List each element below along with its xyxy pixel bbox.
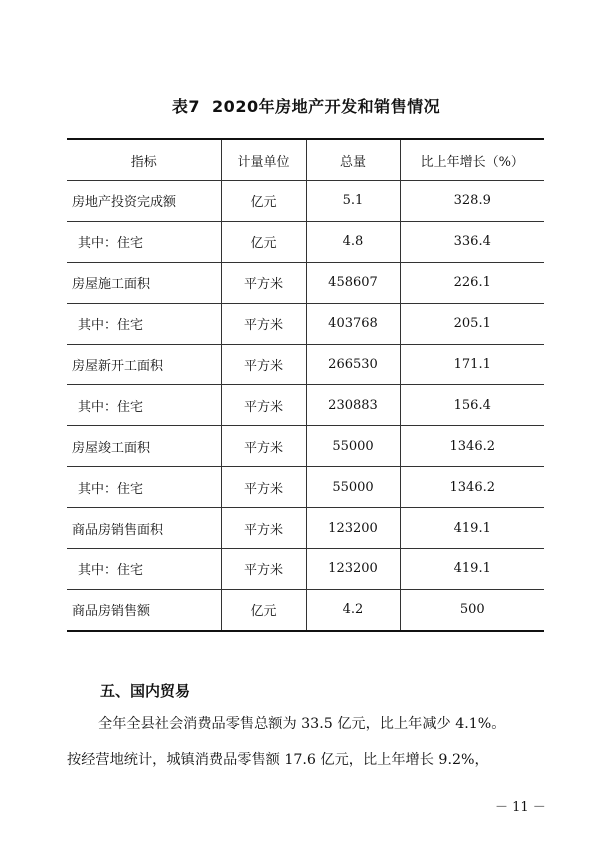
total-cell: 458607	[306, 262, 400, 303]
total-cell: 403768	[306, 303, 400, 344]
growth-cell: 205.1	[400, 303, 544, 344]
growth-cell: 1346.2	[400, 426, 544, 467]
real-estate-table	[67, 138, 544, 632]
indicator-cell: 其中：住宅	[67, 467, 221, 508]
total-cell: 230883	[306, 385, 400, 426]
total-cell: 4.8	[306, 221, 400, 262]
unit-cell: 平方米	[221, 508, 306, 549]
total-cell: 123200	[306, 508, 400, 549]
indicator-cell: 商品房销售面积	[67, 508, 221, 549]
growth-cell: 226.1	[400, 262, 544, 303]
table-row	[67, 303, 544, 344]
indicator-cell: 其中：住宅	[67, 303, 221, 344]
total-cell: 4.2	[306, 589, 400, 630]
total-cell: 55000	[306, 467, 400, 508]
unit-cell: 亿元	[221, 589, 306, 630]
paragraph-line-2: 按经营地统计，城镇消费品零售额 17.6 亿元，比上年增长 9.2%，	[67, 752, 489, 768]
growth-cell: 171.1	[400, 344, 544, 385]
indicator-cell: 房屋施工面积	[67, 262, 221, 303]
table-row	[67, 508, 544, 549]
table-body	[67, 181, 544, 631]
total-cell: 55000	[306, 426, 400, 467]
unit-cell: 平方米	[221, 344, 306, 385]
unit-cell: 亿元	[221, 181, 306, 222]
table-row	[67, 467, 544, 508]
unit-cell: 平方米	[221, 549, 306, 590]
table-header-row	[67, 139, 544, 181]
total-cell: 266530	[306, 344, 400, 385]
unit-cell: 平方米	[221, 426, 306, 467]
indicator-cell: 房地产投资完成额	[67, 181, 221, 222]
section-heading: 五、国内贸易	[100, 682, 191, 700]
unit-cell: 平方米	[221, 303, 306, 344]
column-header-unit: 计量单位	[221, 139, 306, 181]
table-number: 表7	[171, 97, 201, 116]
table-row	[67, 262, 544, 303]
growth-cell: 328.9	[400, 181, 544, 222]
table-row	[67, 221, 544, 262]
table-row	[67, 344, 544, 385]
page-number: － 11 －	[495, 800, 546, 815]
unit-cell: 亿元	[221, 221, 306, 262]
column-header-indicator: 指标	[67, 139, 221, 181]
unit-cell: 平方米	[221, 467, 306, 508]
table-title-text: 2020年房地产开发和销售情况	[212, 97, 441, 116]
indicator-cell: 其中：住宅	[67, 549, 221, 590]
table-title	[0, 94, 612, 117]
paragraph-line-1: 全年全县社会消费品零售总额为 33.5 亿元，比上年减少 4.1%。	[98, 716, 506, 732]
indicator-cell: 房屋竣工面积	[67, 426, 221, 467]
table-row	[67, 426, 544, 467]
unit-cell: 平方米	[221, 262, 306, 303]
unit-cell: 平方米	[221, 385, 306, 426]
growth-cell: 1346.2	[400, 467, 544, 508]
column-header-total: 总量	[306, 139, 400, 181]
indicator-cell: 房屋新开工面积	[67, 344, 221, 385]
growth-cell: 419.1	[400, 549, 544, 590]
table-row	[67, 181, 544, 222]
total-cell: 123200	[306, 549, 400, 590]
growth-cell: 336.4	[400, 221, 544, 262]
growth-cell: 419.1	[400, 508, 544, 549]
table-row	[67, 589, 544, 630]
indicator-cell: 其中：住宅	[67, 221, 221, 262]
total-cell: 5.1	[306, 181, 400, 222]
growth-cell: 156.4	[400, 385, 544, 426]
indicator-cell: 其中：住宅	[67, 385, 221, 426]
column-header-growth: 比上年增长（%）	[400, 139, 544, 181]
growth-cell: 500	[400, 589, 544, 630]
table-row	[67, 385, 544, 426]
indicator-cell: 商品房销售额	[67, 589, 221, 630]
table-row	[67, 549, 544, 590]
